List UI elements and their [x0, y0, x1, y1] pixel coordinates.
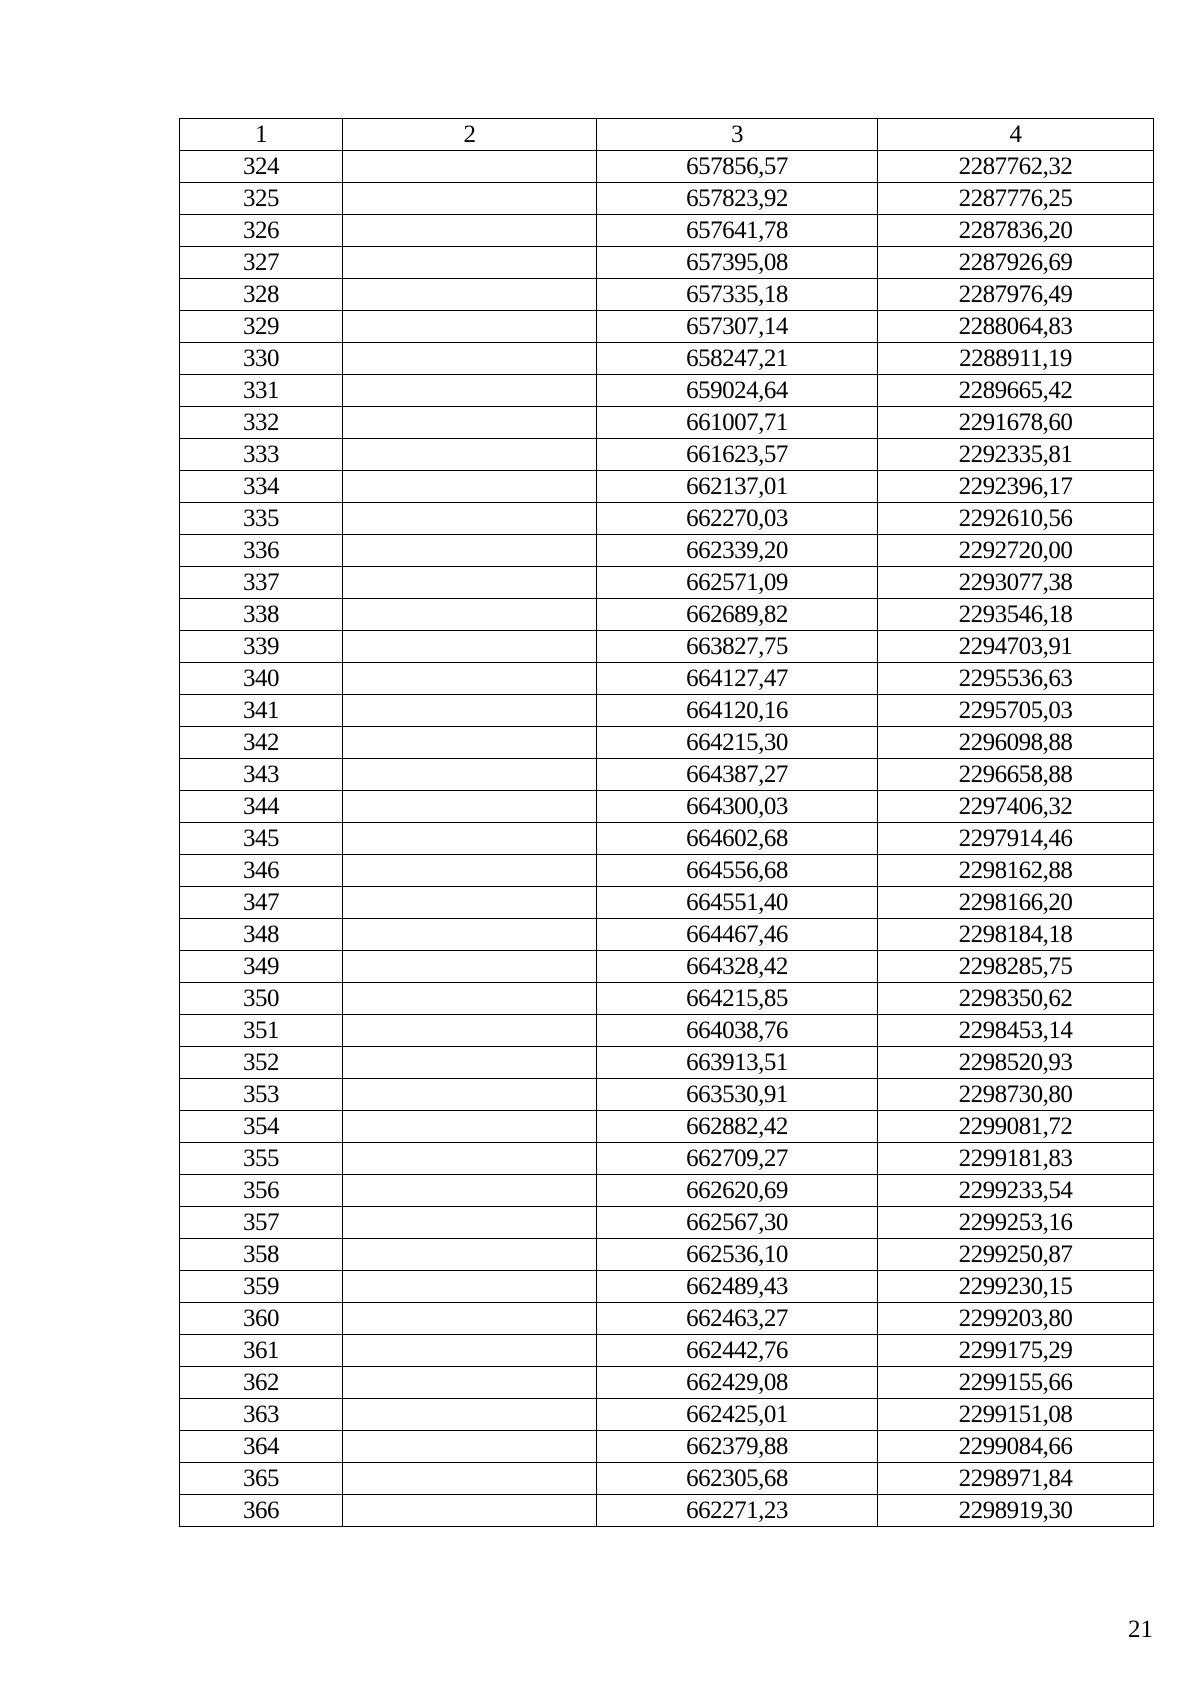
empty-cell: [343, 343, 597, 375]
row-number-cell: 325: [180, 183, 343, 215]
x-coordinate-cell: 664551,40: [597, 887, 878, 919]
row-number-cell: 338: [180, 599, 343, 631]
table-row: [180, 663, 1154, 695]
x-coordinate-cell: 662567,30: [597, 1207, 878, 1239]
x-coordinate-cell: 662882,42: [597, 1111, 878, 1143]
empty-cell: [343, 1207, 597, 1239]
table-body: [180, 151, 1154, 1527]
row-number-cell: 345: [180, 823, 343, 855]
row-number-cell: 348: [180, 919, 343, 951]
empty-cell: [343, 311, 597, 343]
empty-cell: [343, 1495, 597, 1527]
y-coordinate-cell: 2298166,20: [878, 887, 1154, 919]
y-coordinate-cell: 2289665,42: [878, 375, 1154, 407]
y-coordinate-cell: 2292720,00: [878, 535, 1154, 567]
table-row: [180, 1207, 1154, 1239]
x-coordinate-cell: 662571,09: [597, 567, 878, 599]
y-coordinate-cell: 2296658,88: [878, 759, 1154, 791]
y-coordinate-cell: 2295705,03: [878, 695, 1154, 727]
row-number-cell: 326: [180, 215, 343, 247]
x-coordinate-cell: 657307,14: [597, 311, 878, 343]
table-row: [180, 151, 1154, 183]
row-number-cell: 352: [180, 1047, 343, 1079]
empty-cell: [343, 1399, 597, 1431]
table-row: [180, 1175, 1154, 1207]
y-coordinate-cell: 2298730,80: [878, 1079, 1154, 1111]
y-coordinate-cell: 2291678,60: [878, 407, 1154, 439]
y-coordinate-cell: 2299151,08: [878, 1399, 1154, 1431]
row-number-cell: 363: [180, 1399, 343, 1431]
table-row: [180, 311, 1154, 343]
row-number-cell: 346: [180, 855, 343, 887]
x-coordinate-cell: 662137,01: [597, 471, 878, 503]
table-row: [180, 887, 1154, 919]
header-cell-1: 1: [180, 119, 343, 151]
y-coordinate-cell: 2299250,87: [878, 1239, 1154, 1271]
table-row: [180, 503, 1154, 535]
x-coordinate-cell: 659024,64: [597, 375, 878, 407]
y-coordinate-cell: 2287926,69: [878, 247, 1154, 279]
page-number: 21: [1128, 1616, 1153, 1643]
y-coordinate-cell: 2287976,49: [878, 279, 1154, 311]
empty-cell: [343, 727, 597, 759]
empty-cell: [343, 887, 597, 919]
empty-cell: [343, 855, 597, 887]
x-coordinate-cell: 657395,08: [597, 247, 878, 279]
row-number-cell: 331: [180, 375, 343, 407]
empty-cell: [343, 1111, 597, 1143]
table-row: [180, 1111, 1154, 1143]
row-number-cell: 330: [180, 343, 343, 375]
empty-cell: [343, 183, 597, 215]
table-row: [180, 215, 1154, 247]
x-coordinate-cell: 662339,20: [597, 535, 878, 567]
y-coordinate-cell: 2299181,83: [878, 1143, 1154, 1175]
row-number-cell: 353: [180, 1079, 343, 1111]
table-row: [180, 1015, 1154, 1047]
x-coordinate-cell: 664038,76: [597, 1015, 878, 1047]
table-row: [180, 183, 1154, 215]
y-coordinate-cell: 2299253,16: [878, 1207, 1154, 1239]
x-coordinate-cell: 657641,78: [597, 215, 878, 247]
empty-cell: [343, 247, 597, 279]
empty-cell: [343, 791, 597, 823]
empty-cell: [343, 503, 597, 535]
x-coordinate-cell: 662429,08: [597, 1367, 878, 1399]
y-coordinate-cell: 2296098,88: [878, 727, 1154, 759]
x-coordinate-cell: 664215,30: [597, 727, 878, 759]
x-coordinate-cell: 663913,51: [597, 1047, 878, 1079]
row-number-cell: 360: [180, 1303, 343, 1335]
y-coordinate-cell: 2287836,20: [878, 215, 1154, 247]
y-coordinate-cell: 2298520,93: [878, 1047, 1154, 1079]
table-row: [180, 951, 1154, 983]
table-row: [180, 631, 1154, 663]
y-coordinate-cell: 2287762,32: [878, 151, 1154, 183]
x-coordinate-cell: 662620,69: [597, 1175, 878, 1207]
y-coordinate-cell: 2299203,80: [878, 1303, 1154, 1335]
row-number-cell: 333: [180, 439, 343, 471]
y-coordinate-cell: 2298971,84: [878, 1463, 1154, 1495]
x-coordinate-cell: 662425,01: [597, 1399, 878, 1431]
row-number-cell: 354: [180, 1111, 343, 1143]
y-coordinate-cell: 2295536,63: [878, 663, 1154, 695]
y-coordinate-cell: 2298453,14: [878, 1015, 1154, 1047]
x-coordinate-cell: 662463,27: [597, 1303, 878, 1335]
y-coordinate-cell: 2292396,17: [878, 471, 1154, 503]
x-coordinate-cell: 664300,03: [597, 791, 878, 823]
table-row: [180, 759, 1154, 791]
table-row: [180, 1495, 1154, 1527]
table-row: [180, 727, 1154, 759]
y-coordinate-cell: 2294703,91: [878, 631, 1154, 663]
row-number-cell: 344: [180, 791, 343, 823]
x-coordinate-cell: 661007,71: [597, 407, 878, 439]
x-coordinate-cell: 662271,23: [597, 1495, 878, 1527]
row-number-cell: 347: [180, 887, 343, 919]
table-header: [180, 119, 1154, 151]
row-number-cell: 329: [180, 311, 343, 343]
table-row: [180, 407, 1154, 439]
y-coordinate-cell: 2292610,56: [878, 503, 1154, 535]
row-number-cell: 332: [180, 407, 343, 439]
table-row: [180, 855, 1154, 887]
x-coordinate-cell: 658247,21: [597, 343, 878, 375]
empty-cell: [343, 151, 597, 183]
table-row: [180, 1047, 1154, 1079]
row-number-cell: 342: [180, 727, 343, 759]
table-row: [180, 1271, 1154, 1303]
row-number-cell: 364: [180, 1431, 343, 1463]
x-coordinate-cell: 664215,85: [597, 983, 878, 1015]
y-coordinate-cell: 2298162,88: [878, 855, 1154, 887]
y-coordinate-cell: 2299084,66: [878, 1431, 1154, 1463]
empty-cell: [343, 1463, 597, 1495]
row-number-cell: 337: [180, 567, 343, 599]
table-row: [180, 279, 1154, 311]
y-coordinate-cell: 2298184,18: [878, 919, 1154, 951]
row-number-cell: 361: [180, 1335, 343, 1367]
empty-cell: [343, 1303, 597, 1335]
table-row: [180, 1303, 1154, 1335]
x-coordinate-cell: 661623,57: [597, 439, 878, 471]
table-row: [180, 1399, 1154, 1431]
table-row: [180, 1335, 1154, 1367]
table-row: [180, 791, 1154, 823]
empty-cell: [343, 1239, 597, 1271]
table-row: [180, 1239, 1154, 1271]
table-row: [180, 247, 1154, 279]
empty-cell: [343, 695, 597, 727]
table-row: [180, 919, 1154, 951]
empty-cell: [343, 1431, 597, 1463]
x-coordinate-cell: 664602,68: [597, 823, 878, 855]
x-coordinate-cell: 662305,68: [597, 1463, 878, 1495]
empty-cell: [343, 919, 597, 951]
table-row: [180, 1463, 1154, 1495]
row-number-cell: 366: [180, 1495, 343, 1527]
row-number-cell: 341: [180, 695, 343, 727]
x-coordinate-cell: 657856,57: [597, 151, 878, 183]
table-row: [180, 1431, 1154, 1463]
empty-cell: [343, 631, 597, 663]
x-coordinate-cell: 664127,47: [597, 663, 878, 695]
row-number-cell: 339: [180, 631, 343, 663]
x-coordinate-cell: 664467,46: [597, 919, 878, 951]
table-row: [180, 343, 1154, 375]
x-coordinate-cell: 663530,91: [597, 1079, 878, 1111]
empty-cell: [343, 535, 597, 567]
row-number-cell: 327: [180, 247, 343, 279]
row-number-cell: 350: [180, 983, 343, 1015]
x-coordinate-cell: 664556,68: [597, 855, 878, 887]
y-coordinate-cell: 2298350,62: [878, 983, 1154, 1015]
row-number-cell: 343: [180, 759, 343, 791]
y-coordinate-cell: 2299230,15: [878, 1271, 1154, 1303]
y-coordinate-cell: 2297914,46: [878, 823, 1154, 855]
empty-cell: [343, 407, 597, 439]
y-coordinate-cell: 2293546,18: [878, 599, 1154, 631]
header-row: [180, 119, 1154, 151]
y-coordinate-cell: 2299155,66: [878, 1367, 1154, 1399]
y-coordinate-cell: 2299081,72: [878, 1111, 1154, 1143]
table-row: [180, 1079, 1154, 1111]
empty-cell: [343, 1175, 597, 1207]
x-coordinate-cell: 657335,18: [597, 279, 878, 311]
y-coordinate-cell: 2288911,19: [878, 343, 1154, 375]
row-number-cell: 359: [180, 1271, 343, 1303]
empty-cell: [343, 983, 597, 1015]
x-coordinate-cell: 662270,03: [597, 503, 878, 535]
y-coordinate-cell: 2297406,32: [878, 791, 1154, 823]
x-coordinate-cell: 657823,92: [597, 183, 878, 215]
x-coordinate-cell: 662689,82: [597, 599, 878, 631]
row-number-cell: 362: [180, 1367, 343, 1399]
row-number-cell: 349: [180, 951, 343, 983]
row-number-cell: 328: [180, 279, 343, 311]
row-number-cell: 336: [180, 535, 343, 567]
y-coordinate-cell: 2298285,75: [878, 951, 1154, 983]
table-row: [180, 439, 1154, 471]
x-coordinate-cell: 662489,43: [597, 1271, 878, 1303]
empty-cell: [343, 951, 597, 983]
x-coordinate-cell: 664387,27: [597, 759, 878, 791]
empty-cell: [343, 663, 597, 695]
x-coordinate-cell: 662442,76: [597, 1335, 878, 1367]
empty-cell: [343, 1015, 597, 1047]
x-coordinate-cell: 662536,10: [597, 1239, 878, 1271]
x-coordinate-cell: 663827,75: [597, 631, 878, 663]
table-row: [180, 471, 1154, 503]
row-number-cell: 358: [180, 1239, 343, 1271]
table-row: [180, 823, 1154, 855]
y-coordinate-cell: 2299233,54: [878, 1175, 1154, 1207]
table-row: [180, 1143, 1154, 1175]
empty-cell: [343, 1143, 597, 1175]
empty-cell: [343, 1271, 597, 1303]
x-coordinate-cell: 664120,16: [597, 695, 878, 727]
y-coordinate-cell: 2298919,30: [878, 1495, 1154, 1527]
empty-cell: [343, 471, 597, 503]
empty-cell: [343, 1079, 597, 1111]
y-coordinate-cell: 2299175,29: [878, 1335, 1154, 1367]
header-cell-4: 4: [878, 119, 1154, 151]
row-number-cell: 365: [180, 1463, 343, 1495]
row-number-cell: 355: [180, 1143, 343, 1175]
coordinates-table: [179, 118, 1154, 1527]
empty-cell: [343, 567, 597, 599]
table-row: [180, 535, 1154, 567]
empty-cell: [343, 279, 597, 311]
empty-cell: [343, 215, 597, 247]
row-number-cell: 351: [180, 1015, 343, 1047]
row-number-cell: 356: [180, 1175, 343, 1207]
empty-cell: [343, 599, 597, 631]
y-coordinate-cell: 2293077,38: [878, 567, 1154, 599]
table-row: [180, 599, 1154, 631]
table-row: [180, 375, 1154, 407]
y-coordinate-cell: 2287776,25: [878, 183, 1154, 215]
x-coordinate-cell: 664328,42: [597, 951, 878, 983]
table-row: [180, 983, 1154, 1015]
row-number-cell: 340: [180, 663, 343, 695]
table-row: [180, 1367, 1154, 1399]
empty-cell: [343, 439, 597, 471]
y-coordinate-cell: 2292335,81: [878, 439, 1154, 471]
row-number-cell: 335: [180, 503, 343, 535]
x-coordinate-cell: 662379,88: [597, 1431, 878, 1463]
x-coordinate-cell: 662709,27: [597, 1143, 878, 1175]
header-cell-2: 2: [343, 119, 597, 151]
table-row: [180, 695, 1154, 727]
table-row: [180, 567, 1154, 599]
empty-cell: [343, 1367, 597, 1399]
empty-cell: [343, 759, 597, 791]
header-cell-3: 3: [597, 119, 878, 151]
empty-cell: [343, 1335, 597, 1367]
empty-cell: [343, 823, 597, 855]
row-number-cell: 324: [180, 151, 343, 183]
row-number-cell: 357: [180, 1207, 343, 1239]
y-coordinate-cell: 2288064,83: [878, 311, 1154, 343]
empty-cell: [343, 375, 597, 407]
row-number-cell: 334: [180, 471, 343, 503]
empty-cell: [343, 1047, 597, 1079]
